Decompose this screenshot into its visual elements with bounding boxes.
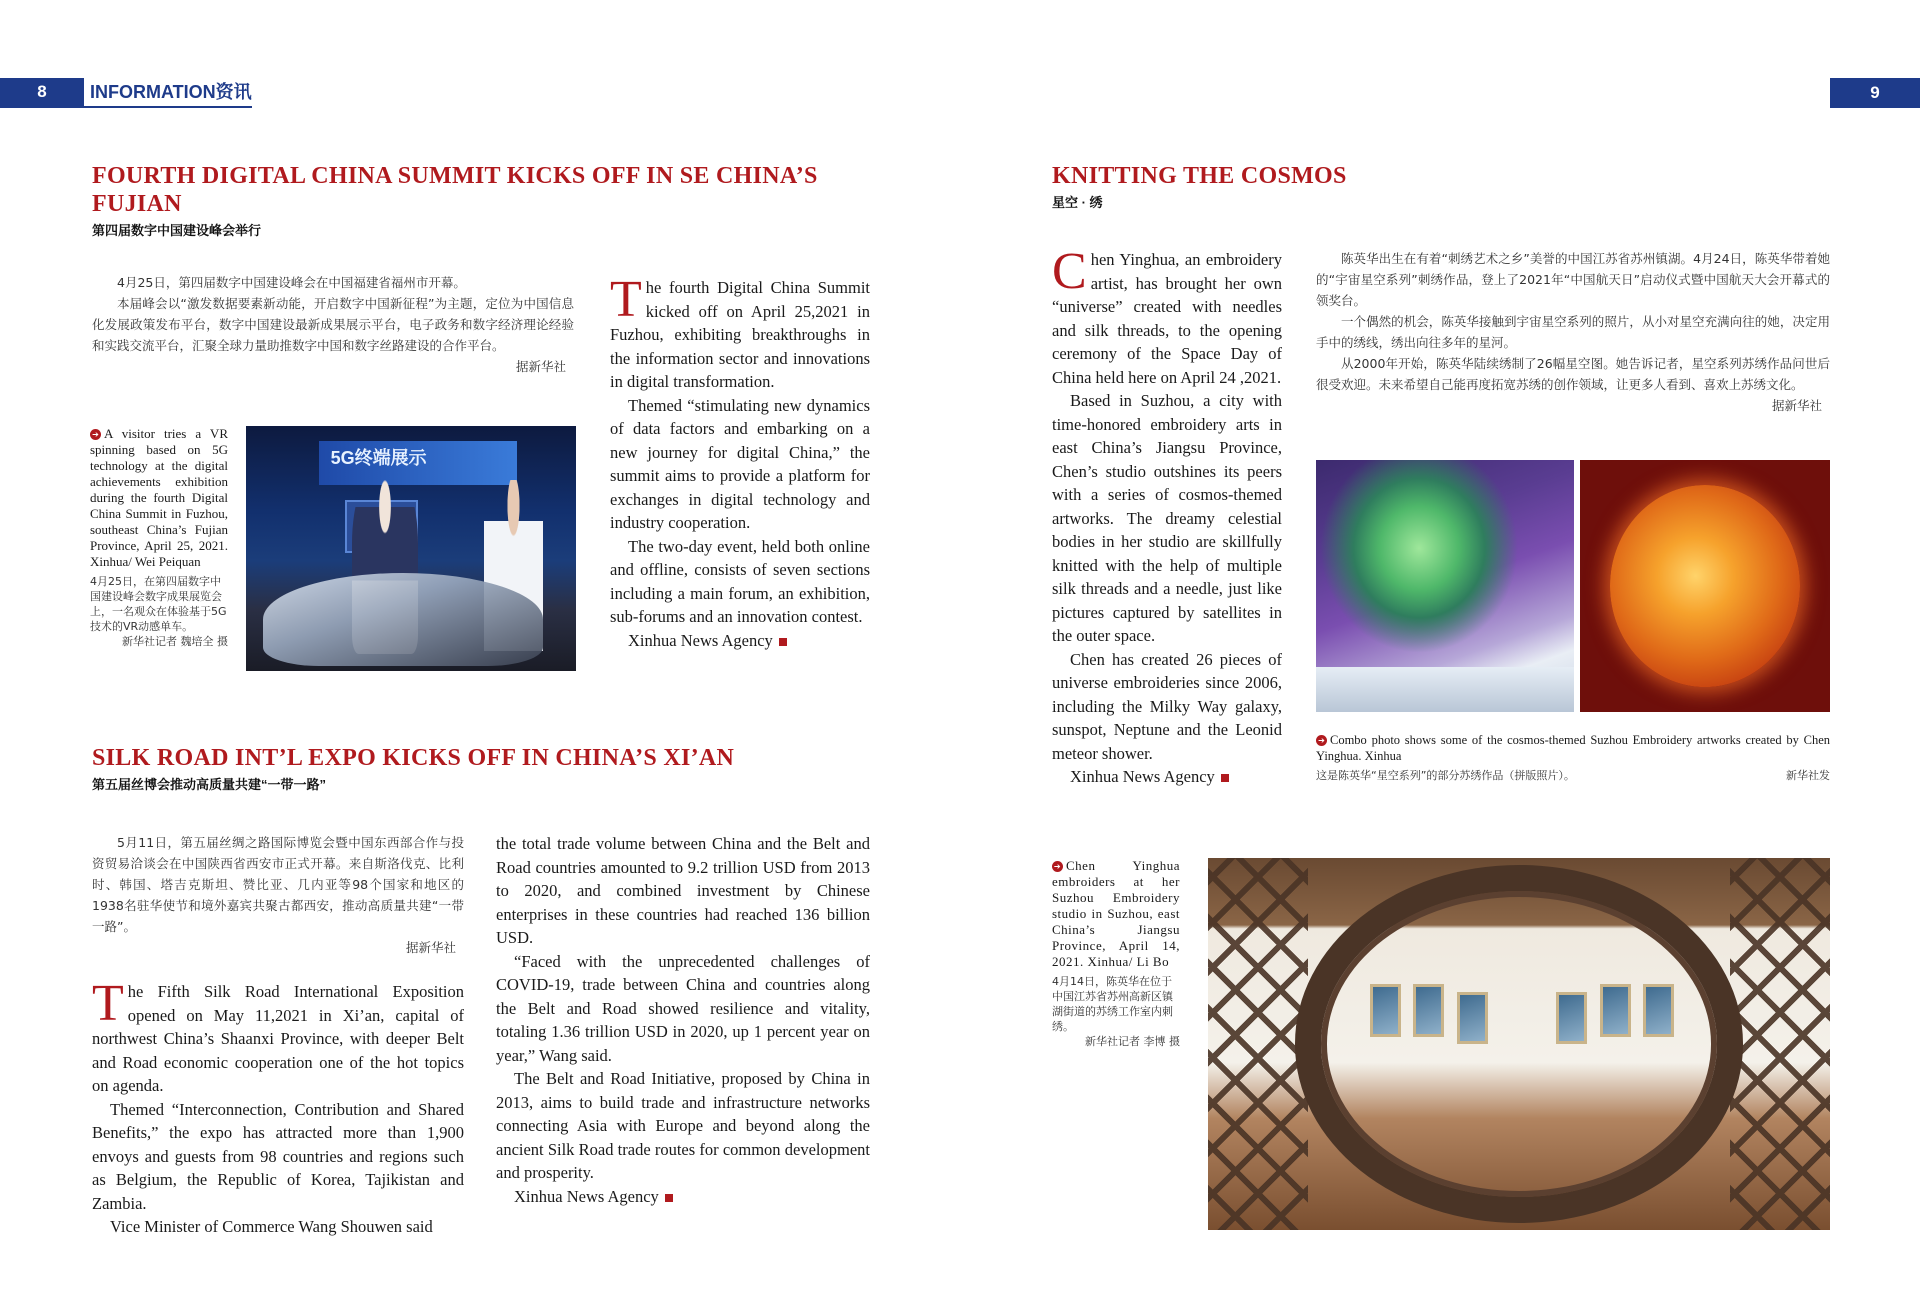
dropcap: C: [1052, 243, 1087, 300]
article1-cn-text: [92, 272, 574, 377]
en-paragraph: “Faced with the unprecedented challenges of COVID-19, trade between China and countries along the Belt and Road showed resilience and vitality, totaling 1.36 trillion USD in 2020, up 1 percent year on year,” Wang said.: [496, 951, 870, 1065]
article1-photo-caption: [90, 426, 228, 649]
caption-en: Chen Yinghua embroiders at her Suzhou Embroidery studio in Suzhou, east China’s Jiangsu Province, April 14, 2021. Xinhua/ Li Bo: [1052, 858, 1180, 969]
en-paragraph: Based in Suzhou, a city with time-honored embroidery arts in east China’s Jiangsu Province, Chen’s studio outshines its peers with a series of cosmos-themed artworks. The dreamy celestial bodies in her studio are skillfully knitted with the help of multiple silk threads and a needle, just like pictures captured by satellites in the outer space.: [1052, 391, 1282, 645]
caption-cn: 这是陈英华“星空系列”的部分苏绣作品（拼版照片）。: [1316, 769, 1575, 782]
cn-paragraph: 一个偶然的机会，陈英华接触到宇宙星空系列的照片，从小对星空充满向往的她，决定用手中的绣线，绣出向往多年的星河。: [1316, 314, 1830, 350]
cn-paragraph: 从2000年开始，陈英华陆续绣制了26幅星空图。她告诉记者，星空系列苏绣作品问世后很受欢迎。未来希望自己能再度拓宽苏绣的创作领域，让更多人看到、喜欢上苏绣文化。: [1316, 356, 1830, 392]
cn-paragraph: 5月11日，第五届丝绸之路国际博览会暨中国东西部合作与投资贸易洽谈会在中国陕西省西安市正式开幕。来自斯洛伐克、比利时、韩国、塔吉克斯坦、赞比亚、几内亚等98个国家和地区的1938名驻华使节和境外嘉宾共聚古都西安，推动高质量共建“一带一路”。: [92, 835, 464, 934]
en-paragraph: Vice Minister of Commerce Wang Shouwen said: [110, 1217, 433, 1236]
article1-subtitle: 第四届数字中国建设峰会举行: [92, 223, 262, 238]
square-end-icon: [665, 1194, 673, 1202]
cn-paragraph: 4月25日，第四届数字中国建设峰会在中国福建省福州市开幕。: [117, 275, 466, 290]
left-page-header: [0, 78, 252, 108]
square-end-icon: [779, 638, 787, 646]
en-paragraph: The Belt and Road Initiative, proposed by China in 2013, aims to build trade and infrastructure networks connecting Asia with Europe and beyond along the ancient Silk Road trade routes for common development and prosperity.: [496, 1069, 870, 1182]
vr-visitor-photo: [246, 426, 576, 671]
article3-subtitle: 星空 · 绣: [1052, 195, 1103, 210]
section-label: INFORMATION资讯: [90, 82, 252, 102]
signature: Xinhua News Agency: [514, 1186, 659, 1206]
en-paragraph: he fourth Digital China Summit kicked off on April 25,2021 in Fuzhou, exhibiting breakthroughs in the information sector and innovations in digital transformation.: [610, 278, 870, 391]
en-paragraph: he Fifth Silk Road International Exposition opened on May 11,2021 in Xi’an, capital of northwest China’s Shaanxi Province, with deeper Belt and Road economic cooperation one of the hot topics on agenda.: [92, 982, 464, 1095]
arrow-circle-icon: ➔: [1316, 735, 1327, 746]
aurora-embroidery-photo: [1316, 460, 1574, 712]
caption-en: A visitor tries a VR spinning based on 5G technology at the digital achievements exhibition during the fourth Digital China Summit in Fuzhou, southeast China’s Fujian Province, April 25, 2021. Xinhua/ Wei Peiquan: [90, 426, 228, 569]
article3-cn-text: [1316, 248, 1830, 416]
article1-title: FOURTH DIGITAL CHINA SUMMIT KICKS OFF IN SE CHINA’S FUJIAN: [92, 163, 818, 217]
caption-cn: 4月25日，在第四届数字中国建设峰会数字成果展览会上，一名观众在体验基于5G技术的VR动感单车。: [90, 575, 227, 633]
arrow-circle-icon: ➔: [1053, 862, 1062, 871]
en-paragraph: Themed “Interconnection, Contribution and Shared Benefits,” the expo has attracted more than 1,900 envoys and guests from 98 countries and regions such as Belgium, the Republic of Korea, Tajikistan and Zambia.: [92, 1099, 464, 1213]
en-paragraph: The two-day event, held both online and offline, consists of seven sections including a main forum, an exhibition, sub-forums and an innovation contest.: [610, 536, 870, 626]
dropcap: T: [610, 271, 642, 328]
left-page-number: 8: [0, 78, 84, 106]
article2-cn-text: [92, 832, 464, 958]
article2-en-col2: [496, 832, 870, 1208]
signature: Xinhua News Agency: [1070, 767, 1215, 786]
caption-cn-source: 新华社记者 魏培全 摄: [122, 635, 228, 648]
en-paragraph: the total trade volume between China and the Belt and Road countries amounted to 9.2 trillion USD from 2013 to 2020, and combined investment by Chinese enterprises in these countries had reached 136 billion USD.: [496, 834, 870, 947]
caption-cn: 4月14日，陈英华在位于中国江苏省苏州高新区镇湖街道的苏绣工作室内刺绣。: [1052, 975, 1173, 1033]
en-paragraph: hen Yinghua, an embroidery artist, has brought her own “universe” created with needles and silk threads, to the opening ceremony of the Space Day of China held here on April 24 ,2021.: [1052, 250, 1282, 387]
article2-subtitle: 第五届丝博会推动高质量共建“一带一路”: [92, 777, 327, 792]
article3-en-text: [1052, 243, 1282, 789]
caption-cn-source: 新华社发: [1786, 769, 1830, 782]
combo-photo-caption: [1316, 732, 1830, 783]
square-end-icon: [1221, 774, 1229, 782]
article2-title: SILK ROAD INT’L EXPO KICKS OFF IN CHINA’S XI’AN: [92, 745, 735, 771]
cn-source: 据新华社: [1771, 398, 1822, 413]
dropcap: T: [92, 975, 124, 1032]
article1-en-text: [610, 271, 870, 652]
cn-source: 据新华社: [405, 940, 456, 955]
caption-en: Combo photo shows some of the cosmos-themed Suzhou Embroidery artworks created by Chen Yinghua. Xinhua: [1316, 733, 1830, 763]
en-paragraph: Themed “stimulating new dynamics of data factors and embarking on a new journey for digital China,” the summit aims to provide a platform for exchanges in digital technology and industry cooperation.: [610, 395, 870, 532]
photo-sign: 5G终端展示: [319, 441, 517, 485]
article2-en-col1: [92, 975, 464, 1239]
en-paragraph: Chen has created 26 pieces of universe embroideries since 2006, including the Milky Way galaxy, sunspot, Neptune and the Leonid meteor shower.: [1052, 649, 1282, 763]
caption-cn-source: 新华社记者 李博 摄: [1085, 1035, 1180, 1048]
cn-source: 据新华社: [515, 359, 566, 374]
cn-paragraph: 陈英华出生在有着“刺绣艺术之乡”美誉的中国江苏省苏州镇湖。4月24日，陈英华带着她的“宇宙星空系列”刺绣作品，登上了2021年“中国航天日”启动仪式暨中国航天大会开幕式的领奖台。: [1316, 251, 1830, 308]
article3-title: KNITTING THE COSMOS: [1052, 163, 1347, 189]
studio-photo-caption: [1052, 858, 1180, 1049]
sun-embroidery-photo: [1580, 460, 1830, 712]
right-page-number: 9: [1830, 78, 1920, 108]
signature: Xinhua News Agency: [628, 630, 773, 650]
arrow-circle-icon: ➔: [90, 429, 101, 440]
embroidery-studio-photo: [1208, 858, 1830, 1230]
cn-paragraph: 本届峰会以“激发数据要素新动能，开启数字中国新征程”为主题，定位为中国信息化发展政策发布平台，数字中国建设最新成果展示平台，电子政务和数字经济理论经验和实践交流平台，汇聚全球力量助推数字中国和数字丝路建设的合作平台。: [92, 296, 574, 353]
